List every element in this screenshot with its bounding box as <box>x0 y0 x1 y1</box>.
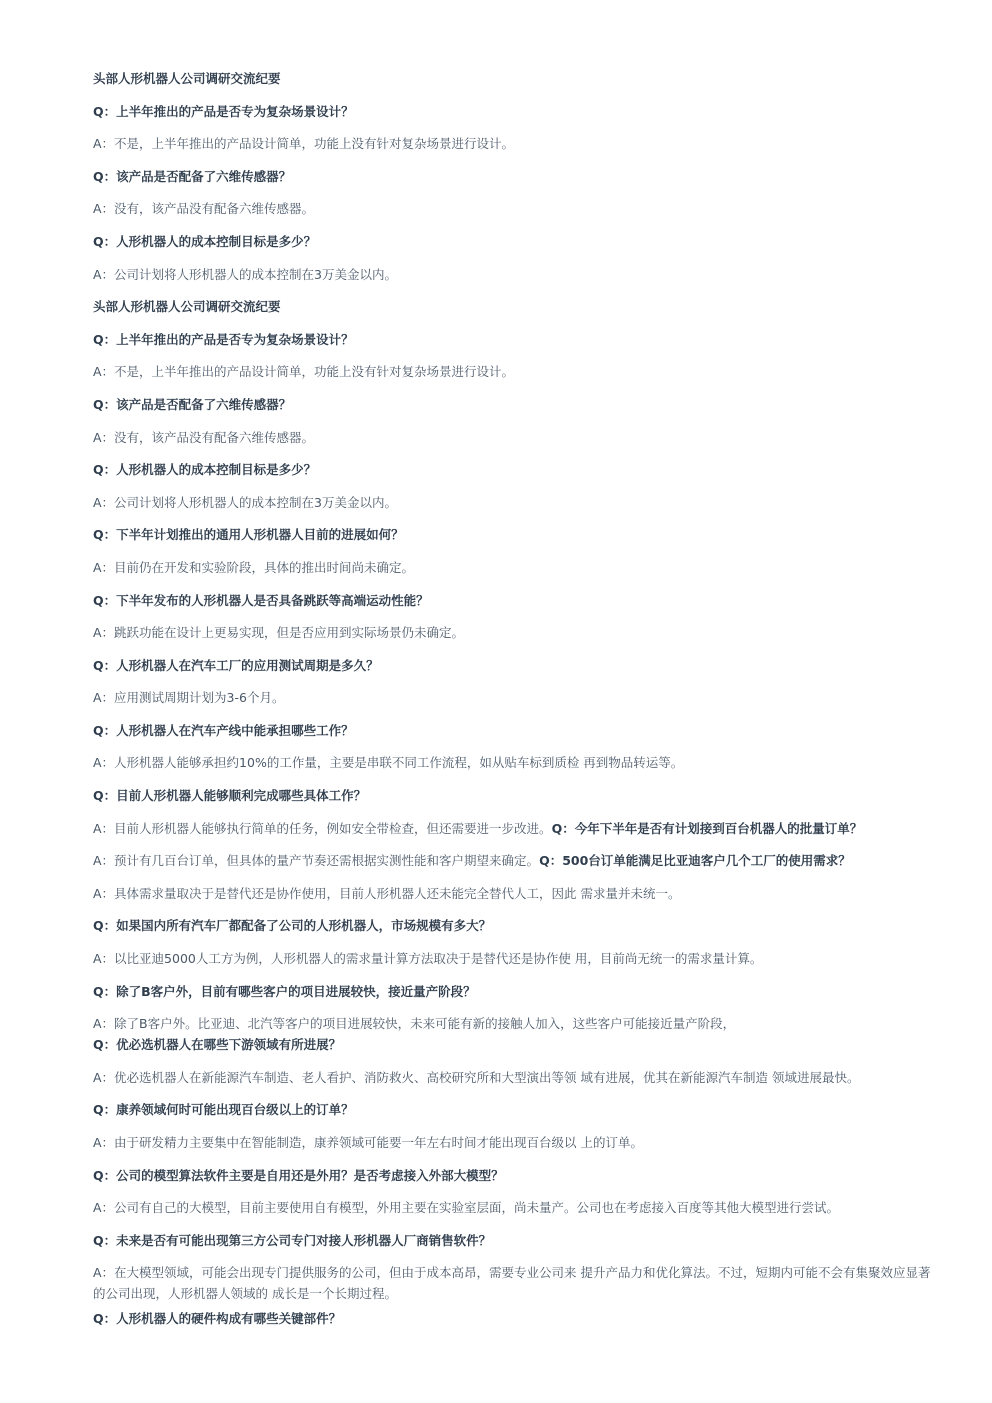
question-line: Q：人形机器人在汽车产线中能承担哪些工作？ <box>93 722 354 738</box>
question-line: Q：目前人形机器人能够顺利完成哪些具体工作？ <box>93 788 367 804</box>
answer-line: A：跳跃功能在设计上更易实现，但是否应用到实际场景仍未确定。 <box>93 625 465 641</box>
question-line: Q：上半年推出的产品是否专为复杂场景设计？ <box>93 331 354 347</box>
answer-line: A：具体需求量取决于是替代还是协作使用，目前人形机器人还未能完全替代人工，因此 需求量并未统一。 <box>93 885 681 901</box>
document-title-repeat: 头部人形机器人公司调研交流纪要 <box>93 299 281 315</box>
question-line: Q：除了B客户外，目前有哪些客户的项目进展较快，接近量产阶段？ <box>93 983 476 999</box>
answer-line: A：以比亚迪5000人工方为例，人形机器人的需求量计算方法取决于是替代还是协作使 用，目前尚无统一的需求量计算。 <box>93 951 763 967</box>
question-line: Q：上半年推出的产品是否专为复杂场景设计？ <box>93 103 354 119</box>
answer-text: A：目前人形机器人能够执行简单的任务，例如安全带检查，但还需要进一步改进。 <box>93 820 552 836</box>
question-line: Q：人形机器人在汽车工厂的应用测试周期是多久？ <box>93 657 379 673</box>
question-line: Q：如果国内所有汽车厂都配备了公司的人形机器人，市场规模有多大？ <box>93 918 492 934</box>
answer-with-inline-question <box>93 818 943 839</box>
inline-question: Q：500台订单能满足比亚迪客户几个工厂的使用需求？ <box>539 853 851 869</box>
question-line: Q：康养领域何时可能出现百台级以上的订单？ <box>93 1102 354 1118</box>
answer-line: A：没有，该产品没有配备六维传感器。 <box>93 429 315 445</box>
document-title: 头部人形机器人公司调研交流纪要 <box>93 71 281 86</box>
question-line: Q：人形机器人的硬件构成有哪些关键部件？ <box>93 1311 342 1327</box>
answer-line: A：不是，上半年推出的产品设计简单，功能上没有针对复杂场景进行设计。 <box>93 136 515 152</box>
answer-line: A：除了B客户外。比亚迪、北汽等客户的项目进展较快，未来可能有新的接触人加入，这些客户可能接近量产阶段， <box>93 1016 736 1032</box>
answer-line: A：公司计划将人形机器人的成本控制在3万美金以内。 <box>93 494 398 510</box>
answer-line: A：公司有自己的大模型，目前主要使用自有模型，外用主要在实验室层面，尚未量产。公司也在考虑接入百度等其他大模型进行尝试。 <box>93 1200 840 1216</box>
question-line: Q：公司的模型算法软件主要是自用还是外用？是否考虑接入外部大模型？ <box>93 1167 504 1183</box>
answer-line: A：目前仍在开发和实验阶段，具体的推出时间尚未确定。 <box>93 559 415 575</box>
question-line: Q：人形机器人的成本控制目标是多少？ <box>93 462 317 478</box>
question-line: Q：该产品是否配备了六维传感器？ <box>93 396 292 412</box>
question-line: Q：未来是否有可能出现第三方公司专门对接人形机器人厂商销售软件？ <box>93 1232 492 1248</box>
answer-line: A：没有，该产品没有配备六维传感器。 <box>93 201 315 217</box>
question-line: Q：该产品是否配备了六维传感器？ <box>93 168 292 184</box>
question-line: Q：人形机器人的成本控制目标是多少？ <box>93 233 317 249</box>
answer-line-multiline: A：在大模型领域，可能会出现专门提供服务的公司，但由于成本高昂，需要专业公司来 提升产品力和优化算法。不过，短期内可能不会有集聚效应显著的公司出现，人形机器人领域的 成长是一个长期过程。 <box>93 1265 931 1302</box>
question-line: Q：下半年计划推出的通用人形机器人目前的进展如何？ <box>93 527 404 543</box>
answer-line: A：由于研发精力主要集中在智能制造，康养领域可能要一年左右时间才能出现百台级以 上的订单。 <box>93 1135 644 1150</box>
question-line: Q：下半年发布的人形机器人是否具备跳跃等高端运动性能？ <box>93 592 429 608</box>
answer-with-inline-question <box>93 850 943 871</box>
answer-line: A：应用测试周期计划为3-6个月。 <box>93 690 285 706</box>
answer-line: A：优必选机器人在新能源汽车制造、老人看护、消防救火、高校研究所和大型演出等领 域有进展，优其在新能源汽车制造 领域进展最快。 <box>93 1069 860 1085</box>
inline-question: Q：今年下半年是否有计划接到百台机器人的批量订单？ <box>551 820 863 836</box>
answer-line: A：人形机器人能够承担约10%的工作量，主要是串联不同工作流程，如从贴车标到质检 再到物品转运等。 <box>93 755 684 771</box>
answer-text: A：预计有几百台订单，但具体的量产节奏还需根据实测性能和客户期望来确定。 <box>93 853 540 869</box>
answer-line: A：不是，上半年推出的产品设计简单，功能上没有针对复杂场景进行设计。 <box>93 364 515 380</box>
answer-line: A：公司计划将人形机器人的成本控制在3万美金以内。 <box>93 266 398 282</box>
document-body <box>93 68 943 1341</box>
question-line: Q：优必选机器人在哪些下游领域有所进展？ <box>93 1037 342 1053</box>
